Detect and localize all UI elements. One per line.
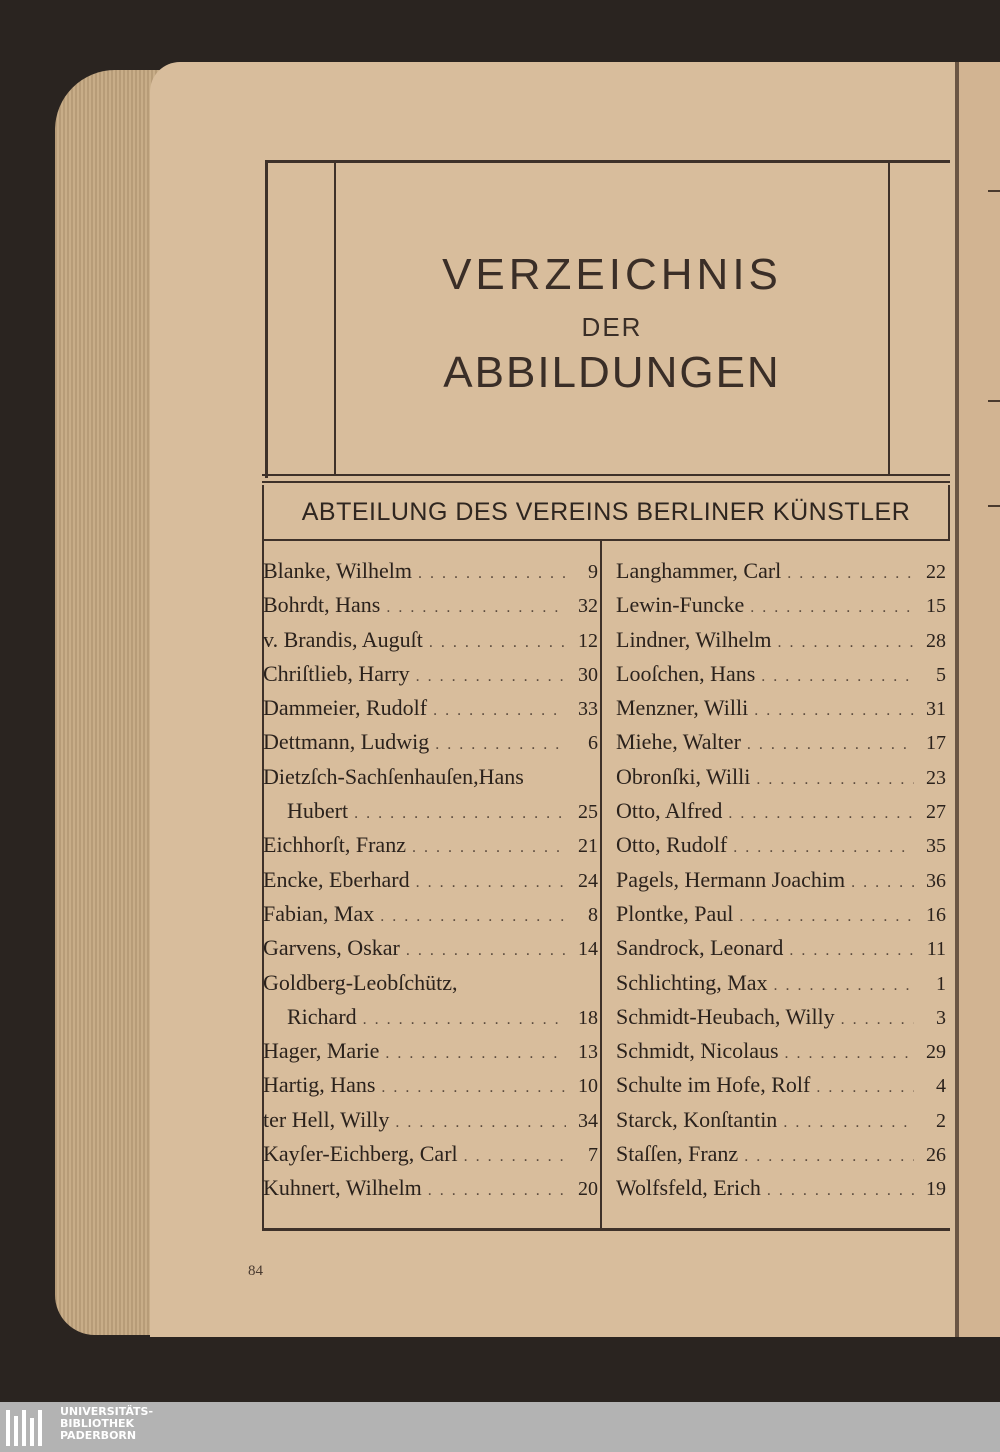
index-entry — [616, 764, 946, 798]
index-entry — [263, 627, 598, 661]
index-entry — [263, 901, 598, 935]
index-entry — [263, 729, 598, 763]
entry-artist-name: Plontke, Paul — [616, 900, 734, 926]
entry-page-number: 23 — [926, 766, 946, 789]
entry-artist-name: Sandrock, Leonard — [616, 935, 784, 961]
entry-page-number: 25 — [578, 801, 598, 824]
library-name-line3: PADERBORN — [60, 1429, 137, 1442]
entry-page-number: 19 — [926, 1178, 946, 1201]
dot-leader — [756, 771, 914, 789]
index-entry — [263, 558, 598, 592]
index-entry — [263, 970, 598, 1004]
entry-page-number: 4 — [936, 1075, 946, 1098]
entry-artist-name: Garvens, Oskar — [263, 935, 400, 961]
entry-page-number: 27 — [926, 801, 946, 824]
entry-artist-name: Langhammer, Carl — [616, 558, 782, 583]
index-entry — [616, 1141, 946, 1175]
dot-leader — [744, 1148, 914, 1166]
entry-page-number: 13 — [578, 1041, 598, 1064]
index-entry — [263, 661, 598, 695]
entry-page-number: 22 — [926, 561, 946, 583]
index-entry — [616, 832, 946, 866]
entry-page-number: 15 — [926, 595, 946, 618]
entry-artist-name: Obronſki, Willi — [616, 763, 751, 789]
index-entry — [263, 1072, 598, 1106]
dot-leader — [385, 1045, 566, 1063]
dot-leader — [733, 839, 914, 857]
entry-page-number: 36 — [926, 869, 946, 892]
index-entry — [263, 764, 598, 798]
entry-page-number: 28 — [926, 629, 946, 652]
entry-artist-name: Chriſtlieb, Harry — [263, 660, 410, 686]
index-entry — [616, 970, 946, 1004]
dot-leader — [406, 942, 566, 960]
entry-page-number: 11 — [926, 938, 946, 961]
entry-artist-name: Looſchen, Hans — [616, 660, 756, 686]
index-entry — [616, 661, 946, 695]
entry-artist-name: Richard — [287, 1003, 357, 1029]
index-entry — [616, 935, 946, 969]
entry-page-number: 5 — [936, 663, 946, 686]
library-logo-icon — [6, 1410, 50, 1446]
entry-artist-name: Dettmann, Ludwig — [263, 729, 430, 755]
entry-page-number: 6 — [588, 732, 598, 755]
dot-leader — [761, 668, 914, 686]
index-entry — [263, 1004, 598, 1038]
index-entry — [616, 901, 946, 935]
section-heading: ABTEILUNG DES VEREINS BERLINER KÜNSTLER — [262, 485, 950, 541]
dot-leader — [783, 1114, 914, 1132]
index-entry — [616, 1107, 946, 1141]
entry-page-number: 30 — [578, 663, 598, 686]
dot-leader — [816, 1079, 914, 1097]
right-column — [616, 558, 946, 1210]
dot-leader — [386, 599, 566, 617]
index-entry — [616, 798, 946, 832]
entry-page-number: 9 — [588, 561, 598, 583]
column-divider — [600, 541, 602, 1231]
entry-artist-name: Menzner, Willi — [616, 695, 749, 721]
entry-page-number: 2 — [936, 1109, 946, 1132]
entry-artist-name: Lindner, Wilhelm — [616, 626, 772, 652]
index-entry — [616, 627, 946, 661]
entry-page-number: 35 — [926, 835, 946, 858]
dot-leader — [754, 702, 914, 720]
dot-leader — [380, 908, 566, 926]
dot-leader — [416, 874, 566, 892]
entry-page-number: 32 — [578, 595, 598, 618]
entry-page-number: 33 — [578, 698, 598, 721]
entry-artist-name: Fabian, Max — [263, 900, 375, 926]
index-entry — [616, 1038, 946, 1072]
title-abbildungen: ABBILDUNGEN — [443, 348, 781, 397]
entry-page-number: 10 — [578, 1075, 598, 1098]
index-entry — [616, 1072, 946, 1106]
library-name-line2: BIBLIOTHEK — [60, 1417, 135, 1430]
entry-page-number: 29 — [926, 1041, 946, 1064]
entry-page-number: 20 — [578, 1178, 598, 1201]
entry-page-number: 12 — [578, 629, 598, 652]
entry-artist-name: Dammeier, Rudolf — [263, 695, 428, 721]
entry-page-number: 24 — [578, 869, 598, 892]
index-entry — [616, 1175, 946, 1209]
page-number: 84 — [248, 1263, 263, 1279]
index-entry — [616, 729, 946, 763]
entry-page-number: 26 — [926, 1144, 946, 1167]
entry-artist-name: Miehe, Walter — [616, 729, 741, 755]
dot-leader — [435, 736, 566, 754]
dot-leader — [728, 805, 914, 823]
entry-artist-name: Schmidt, Nicolaus — [616, 1038, 779, 1064]
next-page-rule — [988, 400, 1000, 402]
entry-artist-name: Bohrdt, Hans — [263, 592, 381, 618]
index-entry — [263, 798, 598, 832]
entry-artist-name: Hubert — [287, 798, 349, 824]
entry-page-number: 8 — [588, 903, 598, 926]
dot-leader — [395, 1114, 566, 1132]
dot-leader — [354, 805, 566, 823]
next-page-rule — [988, 505, 1000, 507]
index-entry — [263, 935, 598, 969]
entry-artist-name: Hager, Marie — [263, 1038, 380, 1064]
index-entry — [263, 1107, 598, 1141]
entry-page-number: 17 — [926, 732, 946, 755]
index-entry — [616, 558, 946, 592]
dot-leader — [416, 668, 566, 686]
dot-leader — [789, 942, 914, 960]
entry-page-number: 1 — [936, 972, 946, 995]
double-rule-lower — [262, 481, 950, 483]
index-entry — [263, 1175, 598, 1209]
entry-page-number: 34 — [578, 1109, 598, 1132]
entry-artist-name: v. Brandis, Auguſt — [263, 626, 423, 652]
library-footer-bar — [0, 1402, 1000, 1452]
dot-leader — [787, 565, 914, 583]
entry-artist-name: Kuhnert, Wilhelm — [263, 1175, 422, 1201]
dot-leader — [429, 634, 566, 652]
title-der: DER — [581, 312, 643, 342]
entry-artist-name: Schulte im Hofe, Rolf — [616, 1072, 811, 1098]
entry-page-number: 18 — [578, 1006, 598, 1029]
entry-artist-name: Lewin-Funcke — [616, 592, 745, 618]
dot-leader — [363, 1011, 566, 1029]
dot-leader — [750, 599, 914, 617]
dot-leader — [464, 1148, 566, 1166]
dot-leader — [428, 1182, 566, 1200]
entry-page-number: 14 — [578, 938, 598, 961]
dot-leader — [841, 1011, 914, 1029]
dot-leader — [777, 634, 914, 652]
index-entry — [263, 1141, 598, 1175]
left-column — [263, 558, 598, 1210]
entry-page-number: 3 — [936, 1006, 946, 1029]
dot-leader — [851, 874, 914, 892]
index-entry — [616, 695, 946, 729]
entry-artist-name: Starck, Konſtantin — [616, 1106, 778, 1132]
entry-artist-name: Otto, Rudolf — [616, 832, 728, 858]
entry-artist-name: Goldberg-Leobſchütz, — [263, 969, 458, 995]
next-page-rule — [988, 190, 1000, 192]
entry-artist-name: Blanke, Wilhelm — [263, 558, 413, 583]
entry-page-number: 7 — [588, 1144, 598, 1167]
index-entry — [616, 592, 946, 626]
double-rule-upper — [262, 474, 950, 476]
entry-page-number: 21 — [578, 835, 598, 858]
entry-artist-name: Pagels, Hermann Joachim — [616, 866, 846, 892]
next-page-edge — [955, 62, 1000, 1337]
title-box — [334, 162, 890, 476]
dot-leader — [412, 839, 566, 857]
index-entry — [263, 592, 598, 626]
index-entry — [616, 1004, 946, 1038]
entry-artist-name: ter Hell, Willy — [263, 1106, 390, 1132]
dot-leader — [739, 908, 914, 926]
entry-artist-name: Hartig, Hans — [263, 1072, 376, 1098]
library-name-line1: UNIVERSITÄTS- — [60, 1405, 154, 1418]
entry-artist-name: Otto, Alfred — [616, 798, 723, 824]
dot-leader — [767, 1182, 914, 1200]
frame-left-rule — [265, 160, 268, 478]
index-entry — [263, 867, 598, 901]
entry-artist-name: Staſſen, Franz — [616, 1141, 739, 1167]
entry-artist-name: Schlichting, Max — [616, 969, 768, 995]
dot-leader — [418, 565, 566, 583]
entry-artist-name: Encke, Eberhard — [263, 866, 410, 892]
library-logo-text — [60, 1406, 153, 1442]
title-verzeichnis: VERZEICHNIS — [442, 250, 782, 299]
dot-leader — [774, 977, 914, 995]
index-entry — [616, 867, 946, 901]
dot-leader — [381, 1079, 566, 1097]
entry-page-number: 16 — [926, 903, 946, 926]
index-entry — [263, 1038, 598, 1072]
entry-artist-name: Kayſer-Eichberg, Carl — [263, 1141, 458, 1167]
entry-page-number: 31 — [926, 698, 946, 721]
dot-leader — [433, 702, 566, 720]
dot-leader — [785, 1045, 914, 1063]
index-entry — [263, 832, 598, 866]
index-entry — [263, 695, 598, 729]
dot-leader — [747, 736, 914, 754]
entry-artist-name: Wolfsfeld, Erich — [616, 1175, 761, 1201]
entry-artist-name: Dietzſch-Sachſenhauſen,Hans — [263, 763, 524, 789]
entry-artist-name: Eichhorſt, Franz — [263, 832, 406, 858]
entry-artist-name: Schmidt-Heubach, Willy — [616, 1003, 835, 1029]
